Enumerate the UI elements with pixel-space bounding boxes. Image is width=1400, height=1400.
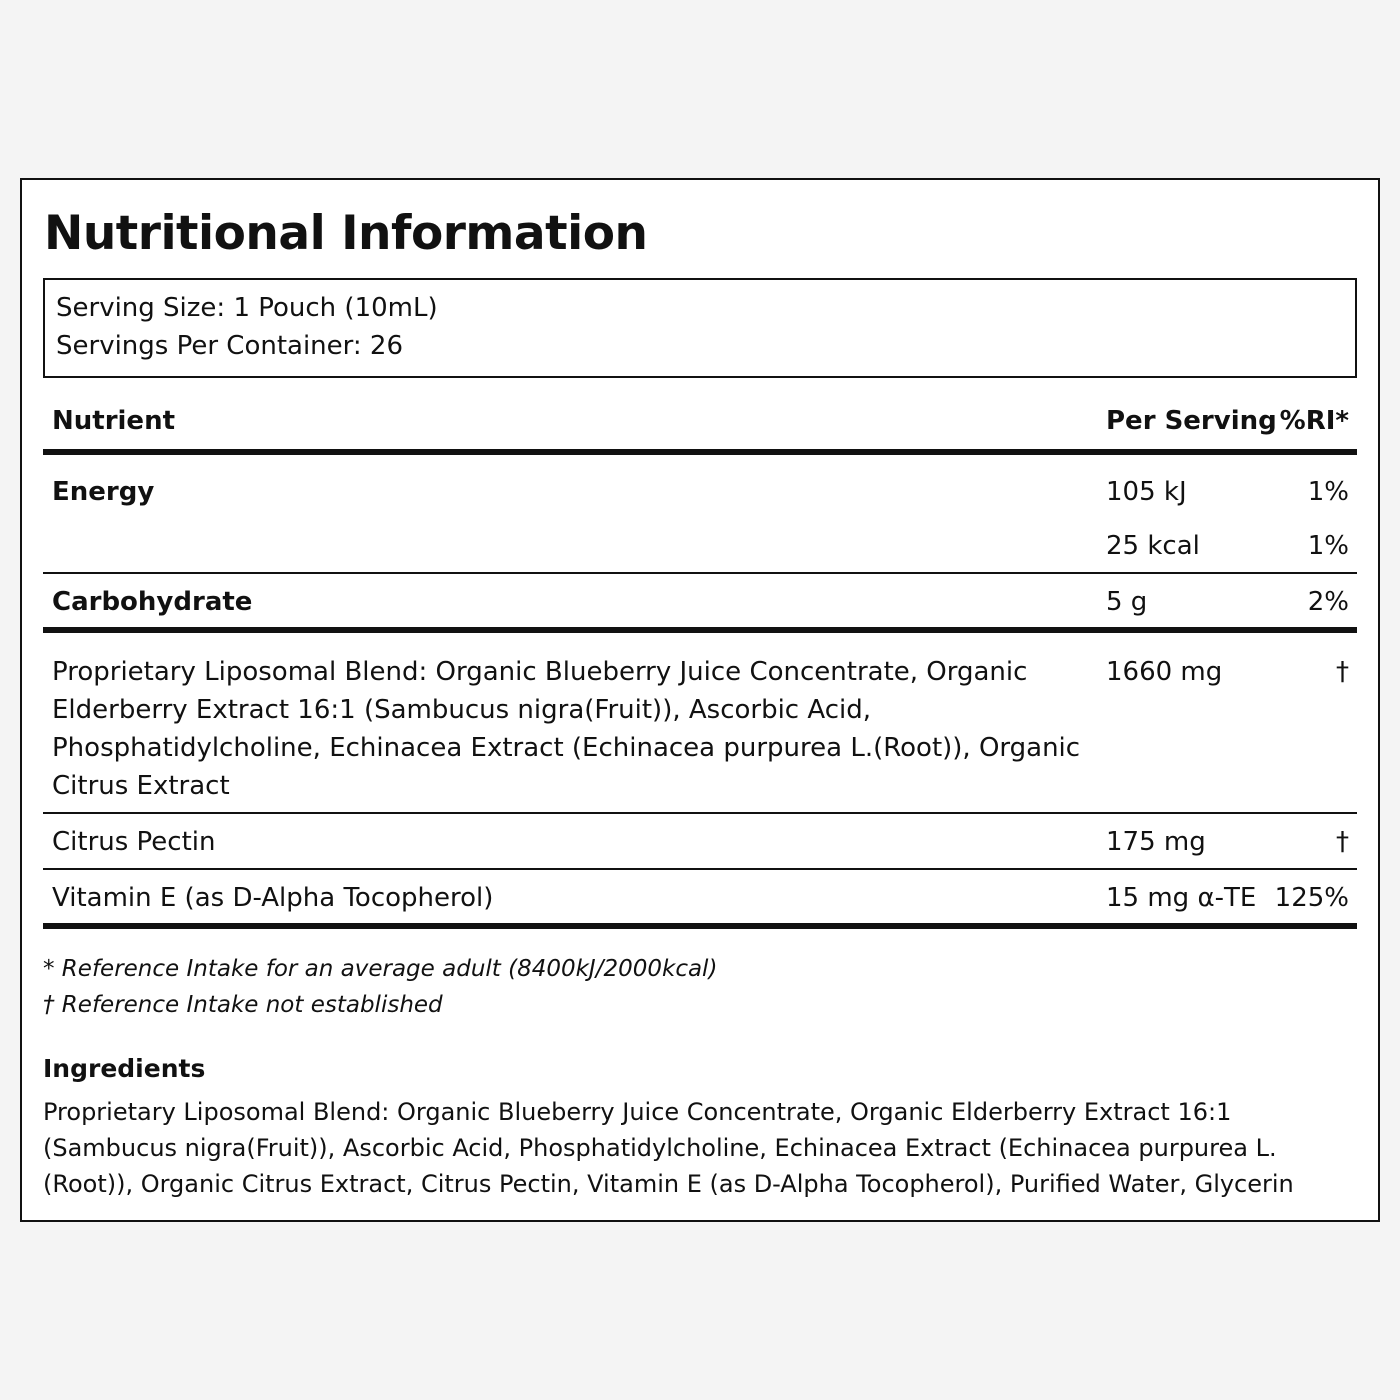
nutrient-name: Energy	[52, 477, 155, 507]
header-per-serving: Per Serving	[1106, 406, 1277, 436]
servings-per-container: Servings Per Container: 26	[56, 331, 404, 361]
panel-title: Nutritional Information	[44, 206, 648, 261]
nutrition-panel	[20, 178, 1380, 1222]
nutrient-name: Citrus Pectin	[52, 827, 216, 857]
nutrient-ri: 125%	[1274, 883, 1349, 913]
nutrient-ri: 1%	[1307, 531, 1349, 561]
table-bottom-rule	[43, 923, 1357, 929]
nutrient-ri: 1%	[1307, 477, 1349, 507]
nutrient-name: Proprietary Liposomal Blend: Organic Blueberry Juice Concentrate, Organic Elderberry Extract 16:1 (Sambucus nigra(Fruit)), Ascorbic Acid, Phosphatidylcholine, Echinacea Extract (Echinacea purpurea L.(Root)), Organic Citrus Extract	[52, 657, 1081, 801]
header-rule	[43, 449, 1357, 455]
nutrient-amount: 25 kcal	[1106, 531, 1200, 561]
nutrient-ri: 2%	[1307, 587, 1349, 617]
footnote-reference-intake: * Reference Intake for an average adult (8400kJ/2000kcal)	[43, 956, 718, 982]
header-ri: %RI*	[1279, 406, 1349, 436]
nutrient-name: Vitamin E (as D-Alpha Tocopherol)	[52, 883, 494, 913]
nutrient-amount: 5 g	[1106, 587, 1148, 617]
nutrient-amount: 1660 mg	[1106, 657, 1223, 687]
nutrient-amount: 15 mg α-TE	[1106, 883, 1257, 913]
row-divider	[43, 868, 1357, 870]
nutrient-name: Carbohydrate	[52, 587, 253, 617]
section-rule	[43, 627, 1357, 633]
footnote-not-established: † Reference Intake not established	[43, 992, 443, 1018]
nutrient-ri: †	[1336, 827, 1349, 857]
serving-size: Serving Size: 1 Pouch (10mL)	[56, 293, 438, 323]
row-divider	[43, 812, 1357, 814]
row-divider	[43, 572, 1357, 574]
ingredients-text: Proprietary Liposomal Blend: Organic Blueberry Juice Concentrate, Organic Elderberry Extract 16:1 (Sambucus nigra(Fruit)), Ascorbic Acid, Phosphatidylcholine, Echinacea Extract (Echinacea purpurea L.(Root)), Organic Citrus Extract, Citrus Pectin, Vitamin E (as D-Alpha Tocopherol), Purified Water, Glycerin	[43, 1098, 1294, 1198]
nutrient-ri: †	[1336, 657, 1349, 687]
header-nutrient: Nutrient	[52, 406, 176, 436]
ingredients-heading: Ingredients	[43, 1054, 206, 1083]
serving-info-box	[43, 278, 1357, 378]
nutrient-amount: 105 kJ	[1106, 477, 1187, 507]
nutrient-amount: 175 mg	[1106, 827, 1206, 857]
